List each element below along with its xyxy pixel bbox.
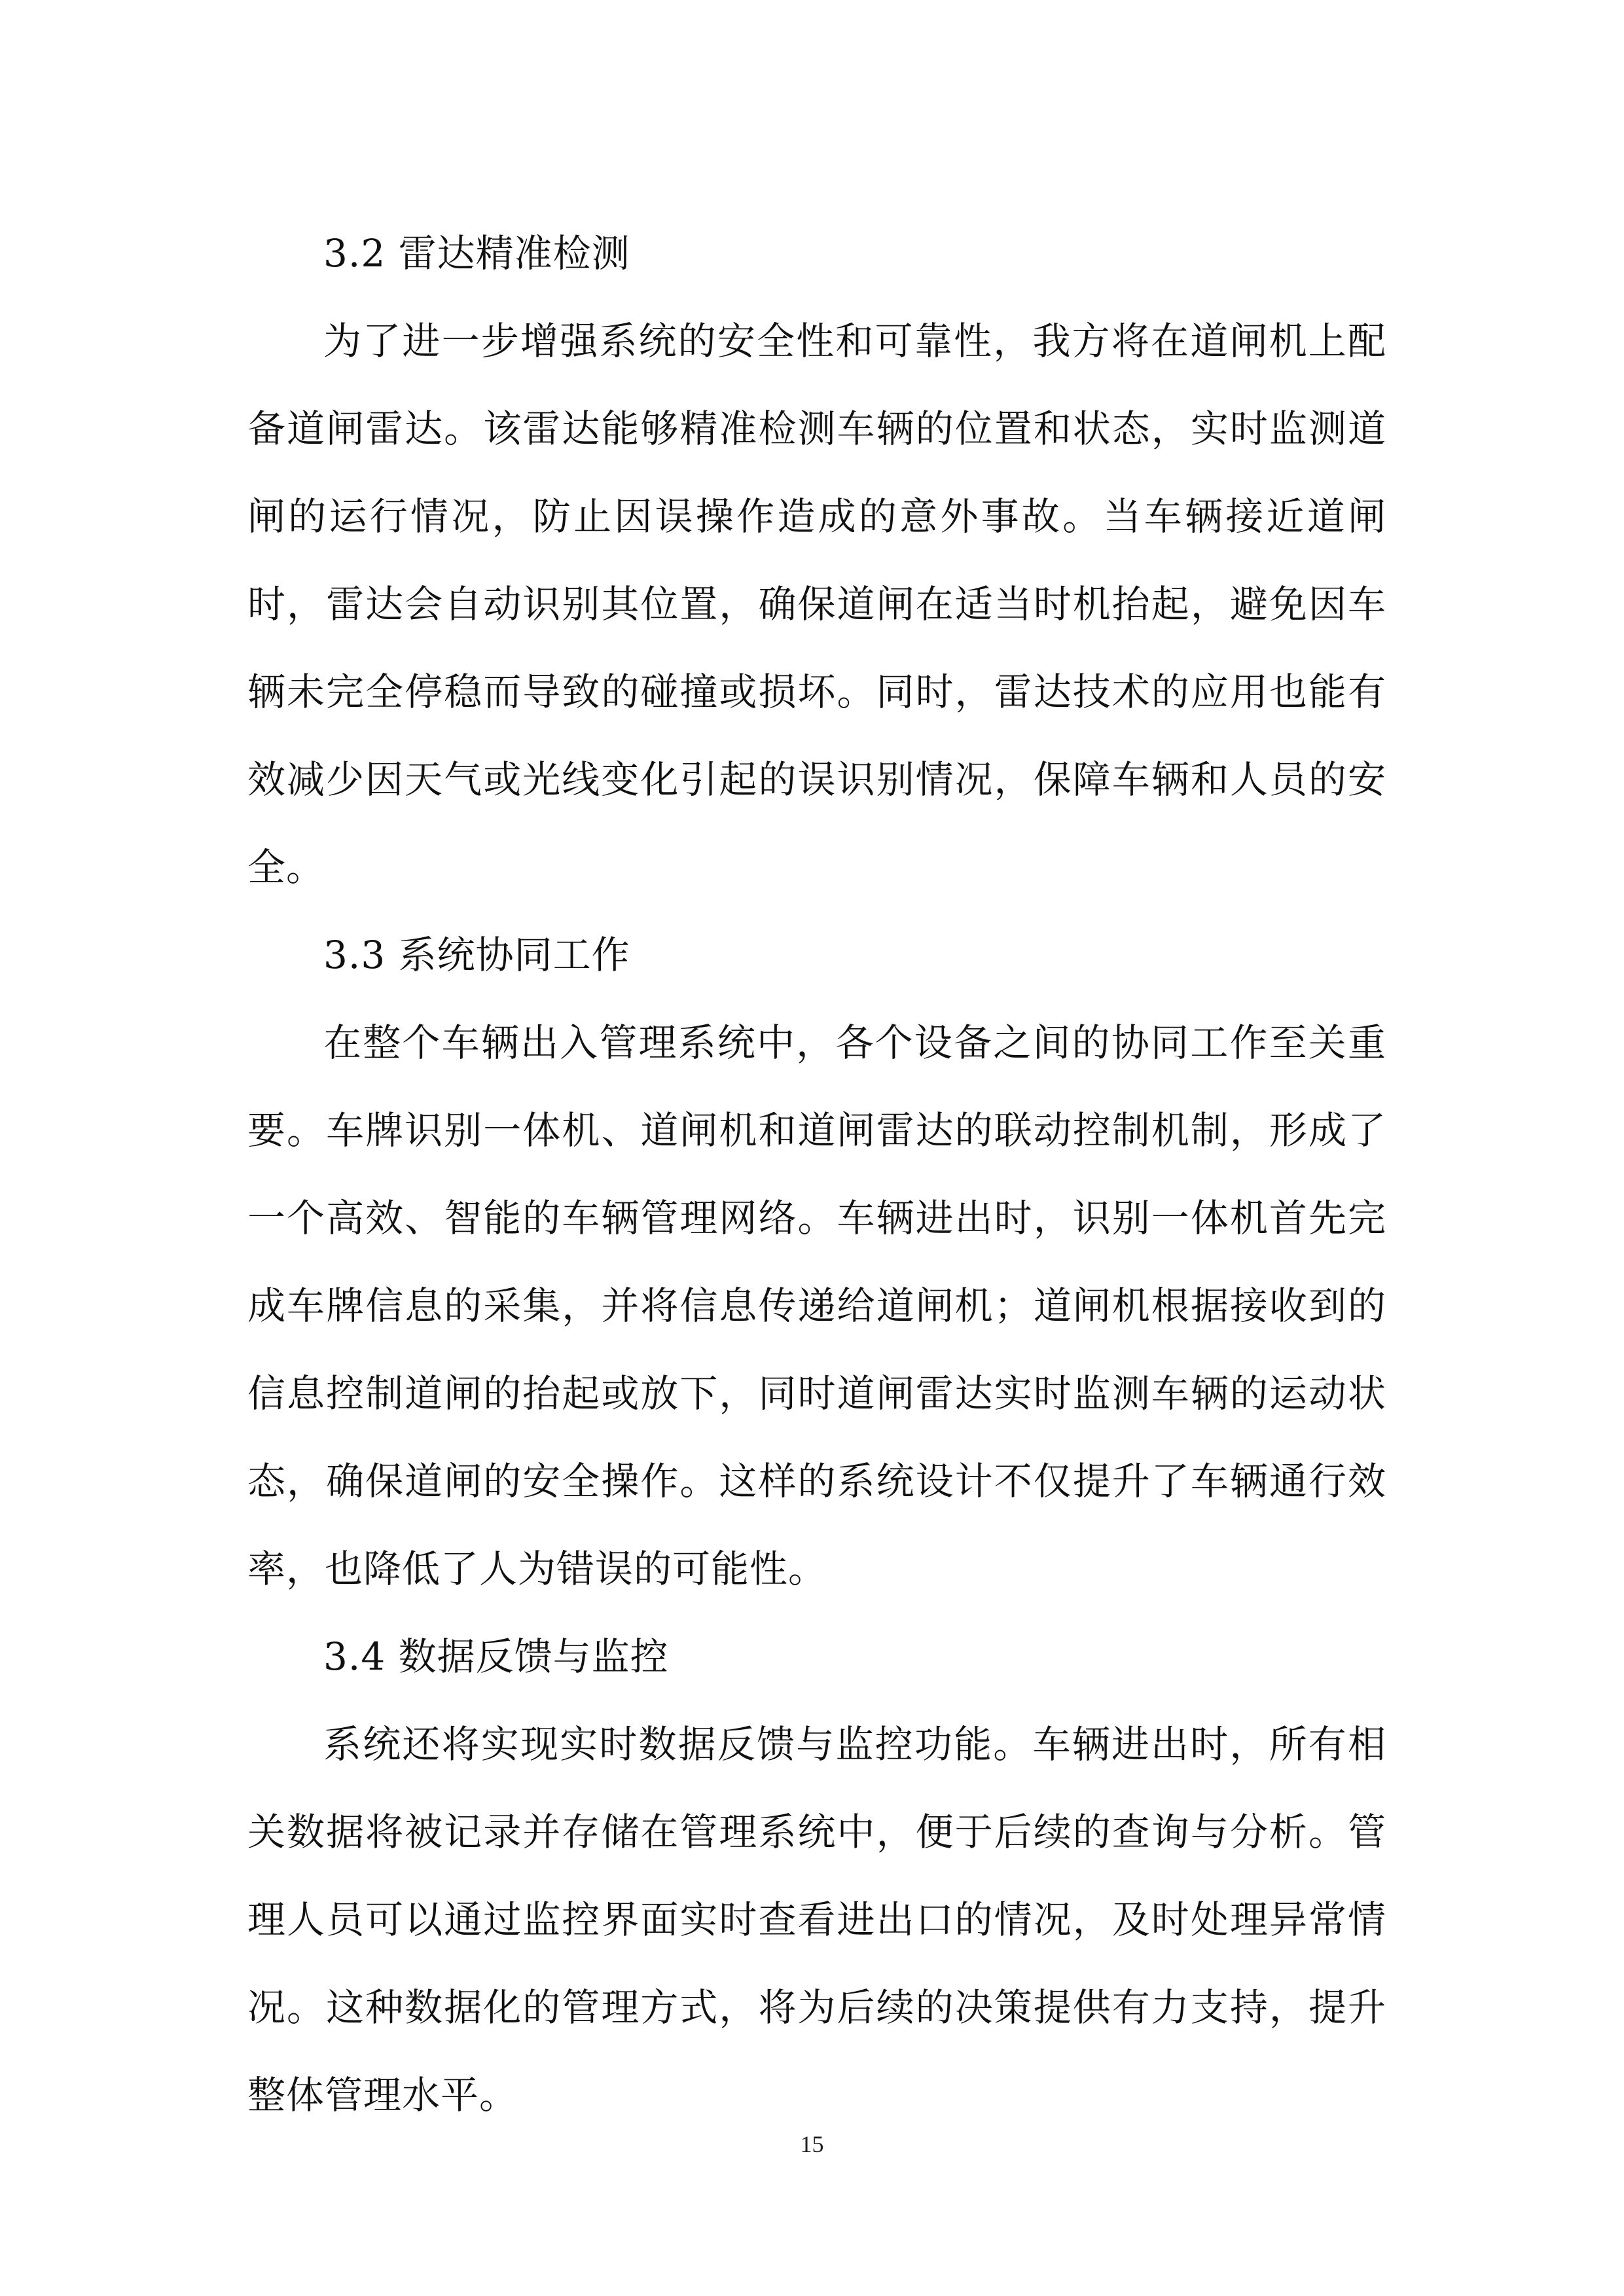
section-paragraph-3-4: 系统还将实现实时数据反馈与监控功能。车辆进出时，所有相关数据将被记录并存储在管理系统中，便于后续的查询与分析。管理人员可以通过监控界面实时查看进出口的情况，及时处理异常情况。这种数据化的管理方式，将为后续的决策提供有力支持，提升整体管理水平。 [247,1722,1386,2117]
page-content [247,209,1386,2139]
section-paragraph-3-2: 为了进一步增强系统的安全性和可靠性，我方将在道闸机上配备道闸雷达。该雷达能够精准检测车辆的位置和状态，实时监测道闸的运行情况，防止因误操作造成的意外事故。当车辆接近道闸时，雷达会自动识别其位置，确保道闸在适当时机抬起，避免因车辆未完全停稳而导致的碰撞或损坏。同时，雷达技术的应用也能有效减少因天气或光线变化引起的误识别情况，保障车辆和人员的安全。 [247,319,1386,889]
section-paragraph-3-3: 在整个车辆出入管理系统中，各个设备之间的协同工作至关重要。车牌识别一体机、道闸机和道闸雷达的联动控制机制，形成了一个高效、智能的车辆管理网络。车辆进出时，识别一体机首先完成车牌信息的采集，并将信息传递给道闸机；道闸机根据接收到的信息控制道闸的抬起或放下，同时道闸雷达实时监测车辆的运动状态，确保道闸的安全操作。这样的系统设计不仅提升了车辆通行效率，也降低了人为错误的可能性。 [247,1020,1386,1591]
section-heading-3-3: 3.3 系统协同工作 [323,933,630,977]
section-heading-3-4: 3.4 数据反馈与监控 [323,1634,669,1679]
page-number: 15 [800,2131,824,2157]
section-heading-3-2: 3.2 雷达精准检测 [323,231,630,276]
